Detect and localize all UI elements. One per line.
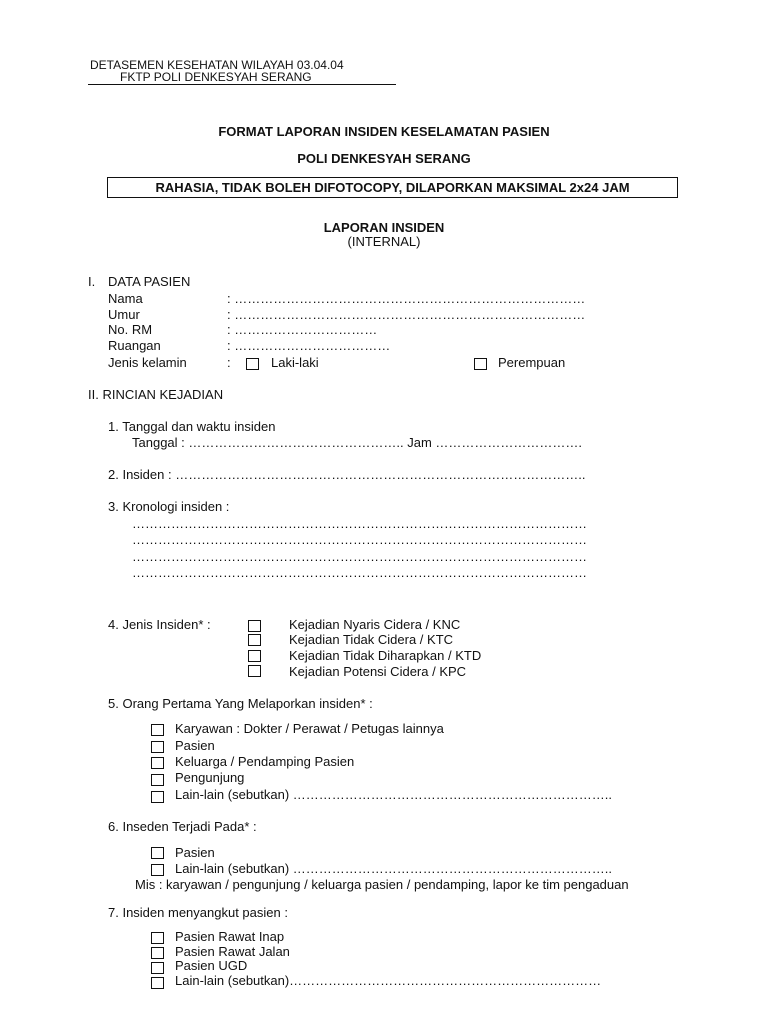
checkbox-lain-lain-q5[interactable] xyxy=(151,791,164,803)
option-pasien: Pasien xyxy=(175,738,215,753)
checkbox-ktd[interactable] xyxy=(248,650,261,662)
q3-line-1[interactable]: …………………………………………………………………………………………… xyxy=(132,516,587,531)
checkbox-kpc[interactable] xyxy=(248,665,261,677)
q2-insiden-line[interactable]: 2. Insiden : ………………………………………………………………………………….. xyxy=(108,467,586,482)
field-label-gender: Jenis kelamin xyxy=(108,355,187,370)
field-label-nama: Nama xyxy=(108,291,143,306)
checkbox-lain-lain-q7[interactable] xyxy=(151,977,164,989)
q1-date-time-line[interactable]: Tanggal : ………………………………………….. Jam ……………………………. xyxy=(132,435,582,450)
q3-line-2[interactable]: …………………………………………………………………………………………… xyxy=(132,532,587,547)
option-perempuan: Perempuan xyxy=(498,355,566,370)
field-line-no-rm[interactable]: : …………………………… xyxy=(227,322,378,337)
header-underline xyxy=(88,84,396,85)
option-kpc: Kejadian Potensi Cidera / KPC xyxy=(289,664,467,679)
q4-label: 4. Jenis Insiden* : xyxy=(108,617,211,632)
option-lain-lain-q7: Lain-lain (sebutkan)……………………………………………………………… xyxy=(175,973,602,988)
field-label-umur: Umur xyxy=(108,307,140,322)
q6-note: Mis : karyawan / pengunjung / keluarga pasien / pendamping, lapor ke tim pengaduan xyxy=(135,877,629,892)
section2-heading: II. RINCIAN KEJADIAN xyxy=(88,387,224,402)
checkbox-ktc[interactable] xyxy=(248,634,261,646)
field-line-umur[interactable]: : ……………………………………………………………………… xyxy=(227,307,586,322)
field-label-ruangan: Ruangan xyxy=(108,338,161,353)
gender-colon: : xyxy=(227,355,231,370)
option-keluarga: Keluarga / Pendamping Pasien xyxy=(175,754,355,769)
checkbox-rawat-inap[interactable] xyxy=(151,932,164,944)
checkbox-rawat-jalan[interactable] xyxy=(151,947,164,959)
section1-heading: DATA PASIEN xyxy=(108,274,191,289)
option-lain-lain-q6: Lain-lain (sebutkan) ……………………………………………………………….. xyxy=(175,861,613,876)
option-pengunjung: Pengunjung xyxy=(175,770,245,785)
option-ktd: Kejadian Tidak Diharapkan / KTD xyxy=(289,648,482,663)
checkbox-pengunjung[interactable] xyxy=(151,774,164,786)
option-rawat-inap: Pasien Rawat Inap xyxy=(175,929,285,944)
checkbox-perempuan[interactable] xyxy=(474,358,487,370)
q7-label: 7. Insiden menyangkut pasien : xyxy=(108,905,288,920)
report-subtitle: (INTERNAL) xyxy=(347,234,421,249)
checkbox-laki-laki[interactable] xyxy=(246,358,259,370)
checkbox-knc[interactable] xyxy=(248,620,261,632)
facility-name: FKTP POLI DENKESYAH SERANG xyxy=(120,70,312,84)
option-rawat-jalan: Pasien Rawat Jalan xyxy=(175,944,290,959)
option-pasien-q6: Pasien xyxy=(175,845,215,860)
q3-line-4[interactable]: …………………………………………………………………………………………… xyxy=(132,565,587,580)
form-title: FORMAT LAPORAN INSIDEN KESELAMATAN PASIEN xyxy=(218,124,550,139)
field-label-no-rm: No. RM xyxy=(108,322,153,337)
checkbox-ugd[interactable] xyxy=(151,962,164,974)
checkbox-keluarga[interactable] xyxy=(151,757,164,769)
section1-numeral: I. xyxy=(88,274,96,289)
field-line-nama[interactable]: : ……………………………………………………………………… xyxy=(227,291,586,306)
q1-label: 1. Tanggal dan waktu insiden xyxy=(108,419,276,434)
checkbox-karyawan[interactable] xyxy=(151,724,164,736)
org-name: DETASEMEN KESEHATAN WILAYAH 03.04.04 xyxy=(90,58,344,72)
option-karyawan: Karyawan : Dokter / Perawat / Petugas lainnya xyxy=(175,721,444,736)
checkbox-pasien[interactable] xyxy=(151,741,164,753)
checkbox-lain-lain-q6[interactable] xyxy=(151,864,164,876)
confidential-notice: RAHASIA, TIDAK BOLEH DIFOTOCOPY, DILAPORKAN MAKSIMAL 2x24 JAM xyxy=(107,177,678,198)
report-title: LAPORAN INSIDEN xyxy=(323,220,445,235)
option-ktc: Kejadian Tidak Cidera / KTC xyxy=(289,632,454,647)
q3-line-3[interactable]: …………………………………………………………………………………………… xyxy=(132,549,587,564)
q5-label: 5. Orang Pertama Yang Melaporkan insiden* : xyxy=(108,696,373,711)
option-knc: Kejadian Nyaris Cidera / KNC xyxy=(289,617,461,632)
option-laki-laki: Laki-laki xyxy=(271,355,319,370)
checkbox-pasien-q6[interactable] xyxy=(151,847,164,859)
option-ugd: Pasien UGD xyxy=(175,958,248,973)
option-lain-lain-q5: Lain-lain (sebutkan) ……………………………………………………………….. xyxy=(175,787,613,802)
q3-label: 3. Kronologi insiden : xyxy=(108,499,230,514)
q6-label: 6. Inseden Terjadi Pada* : xyxy=(108,819,257,834)
field-line-ruangan[interactable]: : ……………………………… xyxy=(227,338,391,353)
form-subtitle: POLI DENKESYAH SERANG xyxy=(297,151,471,166)
